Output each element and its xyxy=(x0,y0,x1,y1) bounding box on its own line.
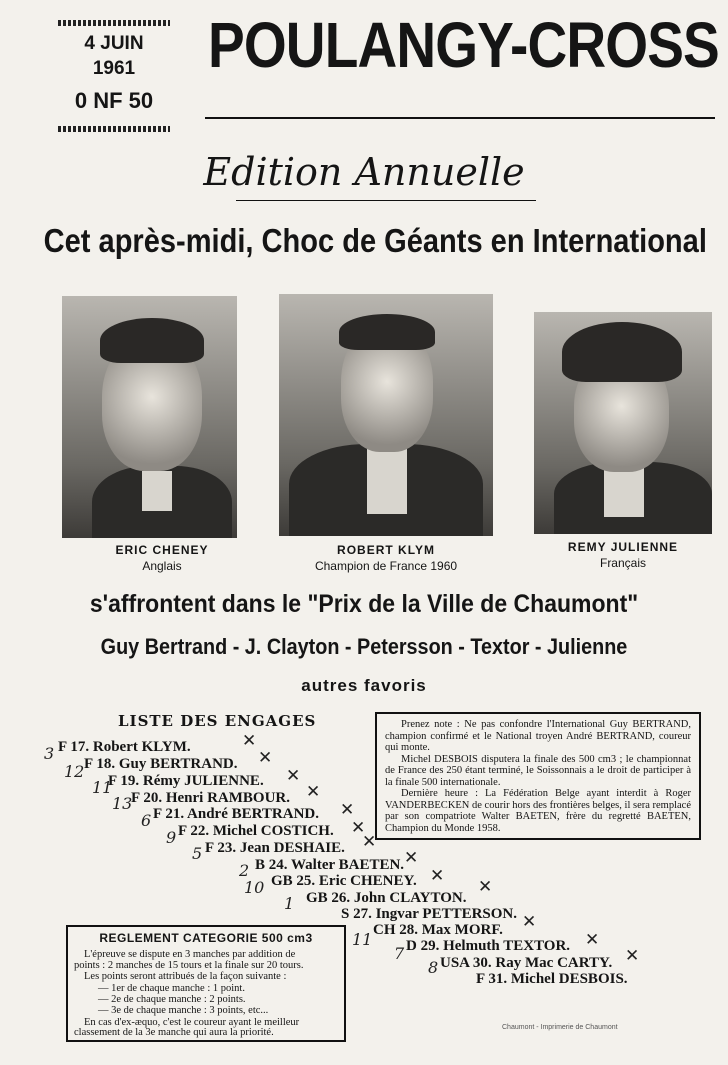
entry-row: GB 25. Eric CHENEY. xyxy=(271,873,417,889)
note-box xyxy=(375,712,701,840)
cross-mark-icon: ✕ xyxy=(430,866,445,886)
entries-heading: LISTE DES ENGAGES xyxy=(118,712,317,730)
cross-mark-icon: ✕ xyxy=(404,848,419,868)
rules-title: REGLEMENT CATEGORIE 500 cm3 xyxy=(99,931,313,945)
bottom-ornament xyxy=(58,126,170,132)
cross-mark-icon: ✕ xyxy=(306,782,321,802)
cross-mark-icon: ✕ xyxy=(478,877,493,897)
rules-line: classement de la 3e manche qui aura la priorité. xyxy=(74,1027,274,1038)
page-title: POULANGY-CROSS xyxy=(208,9,719,81)
cross-mark-icon: ✕ xyxy=(258,748,273,768)
entry-row: F 19. Rémy JULIENNE. xyxy=(108,773,264,789)
handwritten-number: 10 xyxy=(244,878,265,897)
edition-heading: Edition Annuelle xyxy=(203,150,525,194)
entry-row: F 17. Robert KLYM. xyxy=(58,739,191,755)
cross-mark-icon: ✕ xyxy=(340,800,355,820)
cross-mark-icon: ✕ xyxy=(242,731,257,751)
entry-row: S 27. Ingvar PETTERSON. xyxy=(341,906,518,922)
entry-row: F 23. Jean DESHAIE. xyxy=(205,840,345,856)
entry-row: F 20. Henri RAMBOUR. xyxy=(131,790,291,806)
headline: Cet après-midi, Choc de Géants en International xyxy=(43,222,707,259)
handwritten-number: 6 xyxy=(141,811,152,830)
title-rule xyxy=(205,117,715,119)
rules-line: Les points seront attribués de la façon suivante : xyxy=(84,971,287,982)
printer-credit: Chaumont - Imprimerie de Chaumont xyxy=(502,1024,618,1031)
entry-row: F 21. André BERTRAND. xyxy=(153,806,320,822)
handwritten-number: 11 xyxy=(92,778,113,797)
entry-row: USA 30. Ray Mac CARTY. xyxy=(440,955,613,971)
entry-row: F 31. Michel DESBOIS. xyxy=(476,971,628,987)
rules-line: L'épreuve se dispute en 3 manches par addition de xyxy=(84,949,296,960)
entry-row: CH 28. Max MORF. xyxy=(373,922,503,938)
caption-sub-3: Français xyxy=(599,556,646,570)
rules-line: points : 2 manches de 15 tours et la finale sur 20 tours. xyxy=(74,960,304,971)
rules-line: En cas d'ex-æquo, c'est le coureur ayant le meilleur xyxy=(84,1017,300,1028)
entry-row: F 22. Michel COSTICH. xyxy=(178,823,334,839)
handwritten-number: 12 xyxy=(64,762,85,781)
photo-robert-klym xyxy=(279,294,493,536)
edition-rule xyxy=(236,200,536,201)
entry-row: GB 26. John CLAYTON. xyxy=(306,890,467,906)
note-paragraph-1: Prenez note : Ne pas confondre l'International Guy BERTRAND, champion confirmé et le National troyen André BERTRAND, coureur qui monte. xyxy=(385,719,691,753)
date-year: 1961 xyxy=(92,58,136,79)
cross-mark-icon: ✕ xyxy=(362,832,377,852)
top-ornament xyxy=(58,20,170,26)
entry-row: B 24. Walter BAETEN. xyxy=(255,857,405,873)
photo-remy-julienne xyxy=(534,312,712,534)
handwritten-number: 8 xyxy=(428,958,439,977)
entry-row: F 18. Guy BERTRAND. xyxy=(84,756,238,772)
rules-line: — 1er de chaque manche : 1 point. xyxy=(98,983,245,994)
caption-sub-1: Anglais xyxy=(142,559,182,573)
entry-row: D 29. Helmuth TEXTOR. xyxy=(406,938,571,954)
note-paragraph-2: Michel DESBOIS disputera la finale des 500 cm3 ; le championnat de France des 250 étant terminé, le Soissonnais a le droit de participer à la finale 500 internationale. xyxy=(385,753,691,788)
photo-eric-cheney xyxy=(62,296,237,538)
price: 0 NF 50 xyxy=(74,88,154,113)
date-day: 4 JUIN xyxy=(84,33,144,54)
handwritten-number: 9 xyxy=(166,828,177,847)
cross-mark-icon: ✕ xyxy=(522,912,537,932)
cross-mark-icon: ✕ xyxy=(625,946,640,966)
note-paragraph-3: Dernière heure : La Fédération Belge ayant interdit à Roger VANDERBECKEN de courir hors des frontières belges, il sera remplacé par son compatriote Walter BAETEN, frère du regretté BAETEN, Champion du Monde 1958. xyxy=(385,788,691,834)
caption-name-3: REMY JULIENNE xyxy=(567,540,679,554)
rules-box xyxy=(66,925,346,1042)
caption-name-2: ROBERT KLYM xyxy=(337,543,435,557)
favorites-line: Guy Bertrand - J. Clayton - Petersson - Textor - Julienne xyxy=(100,634,628,659)
handwritten-number: 1 xyxy=(284,894,295,913)
caption-name-1: ERIC CHENEY xyxy=(115,543,209,557)
handwritten-number: 13 xyxy=(112,794,133,813)
handwritten-number: 2 xyxy=(239,861,250,880)
handwritten-number: 5 xyxy=(192,844,203,863)
cross-mark-icon: ✕ xyxy=(286,766,301,786)
cross-mark-icon: ✕ xyxy=(351,818,366,838)
caption-sub-2: Champion de France 1960 xyxy=(314,559,458,573)
handwritten-number: 7 xyxy=(394,944,405,963)
cross-mark-icon: ✕ xyxy=(585,930,600,950)
handwritten-number: 3 xyxy=(44,744,55,763)
rules-line: — 2e de chaque manche : 2 points. xyxy=(98,994,246,1005)
autres-favoris: autres favoris xyxy=(301,676,427,695)
prize-heading: s'affrontent dans le "Prix de la Ville de Chaumont" xyxy=(89,590,639,618)
rules-line: — 3e de chaque manche : 3 points, etc... xyxy=(98,1005,269,1016)
handwritten-number: 11 xyxy=(352,930,373,949)
